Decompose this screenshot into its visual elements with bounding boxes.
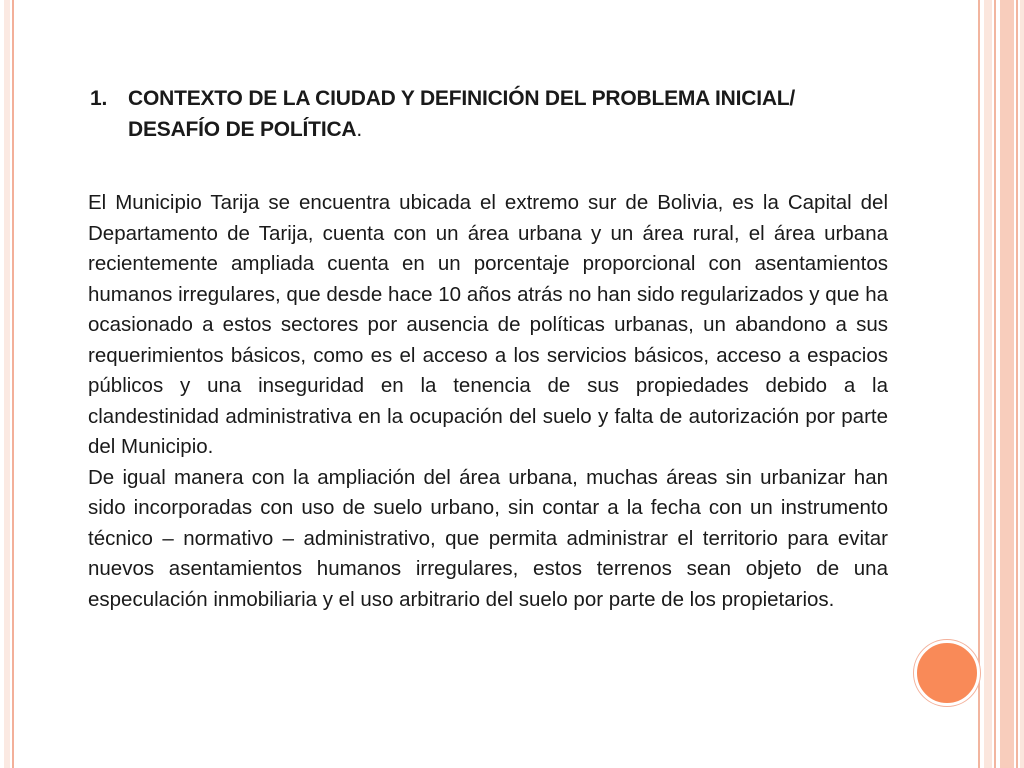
stripe (1000, 0, 1014, 768)
left-border-inner (4, 0, 10, 768)
paragraph-1: El Municipio Tarija se encuentra ubicada el extremo sur de Bolivia, es la Capital del Departamento de Tarija, cuenta con un área urbana y un área rural, el área urbana recientemente ampliada cuenta en un porcentaje proporcional con asentamientos humanos irregulares, que desde hace 10 años atrás no han sido regularizados y que ha ocasionado a estos sectores por ausencia de políticas urbanas, un abandono a sus requerimientos básicos, como es el acceso a los servicios básicos, acceso a espacios públicos y una inseguridad en la tenencia de sus propiedades debido a la clandestinidad administrativa en la ocupación del suelo y falta de autorización por parte del Municipio. (88, 191, 888, 458)
orange-circle-decoration (914, 640, 980, 706)
left-border-decoration (0, 0, 14, 768)
stripe (984, 0, 992, 768)
stripe (994, 0, 996, 768)
paragraph-2: De igual manera con la ampliación del área urbana, muchas áreas sin urbanizar han sido incorporadas con uso de suelo urbano, sin contar a la fecha con un instrumento técnico – normativo – administrativo, que permita administrar el territorio para evitar nuevos asentamientos humanos irregulares, estos terrenos sean objeto de una especulación inmobiliaria y el uso arbitrario del suelo por parte de los propietarios. (88, 465, 888, 611)
heading-suffix: . (356, 118, 363, 141)
stripe (1016, 0, 1018, 768)
stripe (978, 0, 980, 768)
heading-title-wrapper (128, 83, 850, 145)
body-text (88, 188, 888, 615)
heading-title: CONTEXTO DE LA CIUDAD Y DEFINICIÓN DEL PROBLEMA INICIAL/ DESAFÍO DE POLÍTICA (128, 87, 796, 141)
section-heading (90, 83, 850, 145)
stripe (1020, 0, 1024, 768)
heading-number: 1. (90, 87, 108, 110)
right-stripe-decoration (978, 0, 1024, 768)
